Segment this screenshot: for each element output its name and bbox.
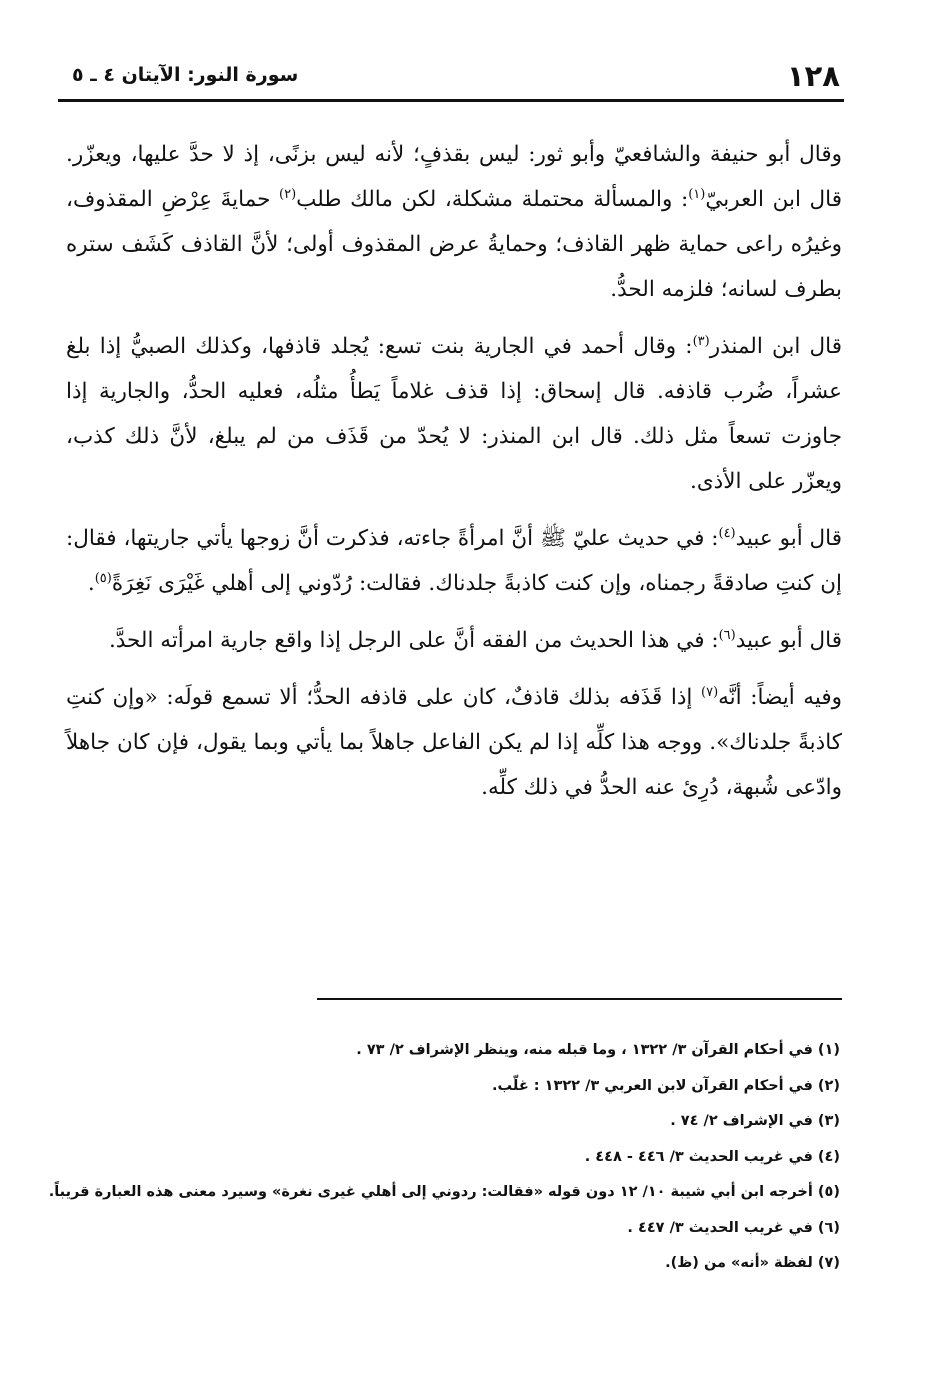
footnote: (٧) لفظة «أنه» من (ظ). [665, 1255, 840, 1271]
footnote-ref: (٦) [718, 627, 736, 643]
text-run: قال ابن المنذر [709, 334, 842, 359]
main-text [66, 132, 842, 822]
header-rule [58, 99, 844, 102]
text-run: . [87, 571, 95, 596]
text-run: وفيه أيضاً: أنَّه [718, 685, 842, 710]
footnote-ref: (٧) [701, 684, 719, 700]
paragraph [66, 618, 842, 663]
page-number: ١٢٨ [786, 59, 840, 93]
text-run: : في حديث عليّ ﷺ أنَّ امرأةً جاءته، فذكرت أنَّ زوجها يأتي جاريتها، فقال: إن كنتِ صادقةً رجمناه، وإن كنت كاذبةً جلدناك. فقالت: رُدّوني إلى أهلي غَيْرَى نَغِرَةً [66, 526, 842, 596]
running-title: سورة النور: الآيتان ٤ ـ ٥ [72, 64, 299, 86]
footnote-ref: (١) [688, 186, 706, 202]
text-run: إذا قَذَفه بذلك قاذفٌ، كان على قاذفه الحدُّ؛ ألا تسمع قولَه: «وإن كنتِ كاذبةً جلدناك». ووجه هذا كلِّه إذا لم يكن الفاعل جاهلاً بما يأتي وبما يقول، فإن كان جاهلاً وادّعى شُبهة، دُرِئ عنه الحدُّ في ذلك كلِّه. [66, 685, 842, 800]
paragraph [66, 324, 842, 504]
footnote: (٥) أخرجه ابن أبي شيبة ١٠/ ١٢ دون قوله «فقالت: ردوني إلى أهلي غيرى نغرة» وسيرد معنى هذه العبارة قريباً. [48, 1184, 840, 1200]
text-run: : في هذا الحديث من الفقه أنَّ على الرجل إذا واقع جارية امرأته الحدَّ. [108, 628, 719, 653]
paragraph [66, 516, 842, 606]
text-run: حمايةَ عِرْضِ المقذوف، وغيرُه راعى حماية ظهر القاذف؛ وحمايةُ عرض المقذوف أولى؛ لأنَّ القاذف كَشَف ستره بطرف لسانه؛ فلزمه الحدُّ. [66, 187, 842, 302]
text-run: قال أبو عبيد [735, 526, 842, 551]
footnote: (٣) في الإشراف ٢/ ٧٤ . [670, 1113, 840, 1129]
text-run: : والمسألة محتملة مشكلة، لكن مالك طلب [296, 187, 689, 212]
text-run: قال أبو عبيد [735, 628, 842, 653]
text-run: وقال أبو حنيفة والشافعيّ وأبو ثور: ليس بقذفٍ؛ لأنه ليس بزنًى، إذ لا حدَّ عليها، ويعزّر. قال ابن العربيّ [66, 142, 842, 212]
footnote: (٢) في أحكام القرآن لابن العربي ٣/ ١٣٢٢ : غلّب. [492, 1077, 840, 1094]
paragraph [66, 675, 842, 810]
footnote-separator [317, 998, 842, 1000]
text-run: : وقال أحمد في الجارية بنت تسع: يُجلد قاذفها، وكذلك الصبيُّ إذا بلغ عشراً، ضُرب قاذفه. قال إسحاق: إذا قذف غلاماً يَطأُ مثلُه، فعليه الحدُّ، والجارية إذا جاوزت تسعاً مثل ذلك. قال ابن المنذر: لا يُحدّ من قَذَف من لم يبلغ، لأنَّ ذلك كذب، ويعزّر على الأذى. [66, 334, 842, 494]
footnotes [40, 1033, 840, 1282]
paragraph [66, 132, 842, 312]
footnote-ref: (٥) [94, 570, 112, 586]
footnote: (١) في أحكام القرآن ٣/ ١٣٢٢ ، وما قبله منه، وينظر الإشراف ٢/ ٧٣ . [356, 1042, 840, 1058]
footnote: (٤) في غريب الحديث ٣/ ٤٤٦ - ٤٤٨ . [584, 1148, 840, 1165]
footnote-ref: (٣) [692, 333, 710, 349]
page-header [58, 50, 844, 102]
footnote: (٦) في غريب الحديث ٣/ ٤٤٧ . [627, 1219, 840, 1236]
footnote-ref: (٢) [279, 186, 297, 202]
footnote-ref: (٤) [718, 525, 736, 541]
